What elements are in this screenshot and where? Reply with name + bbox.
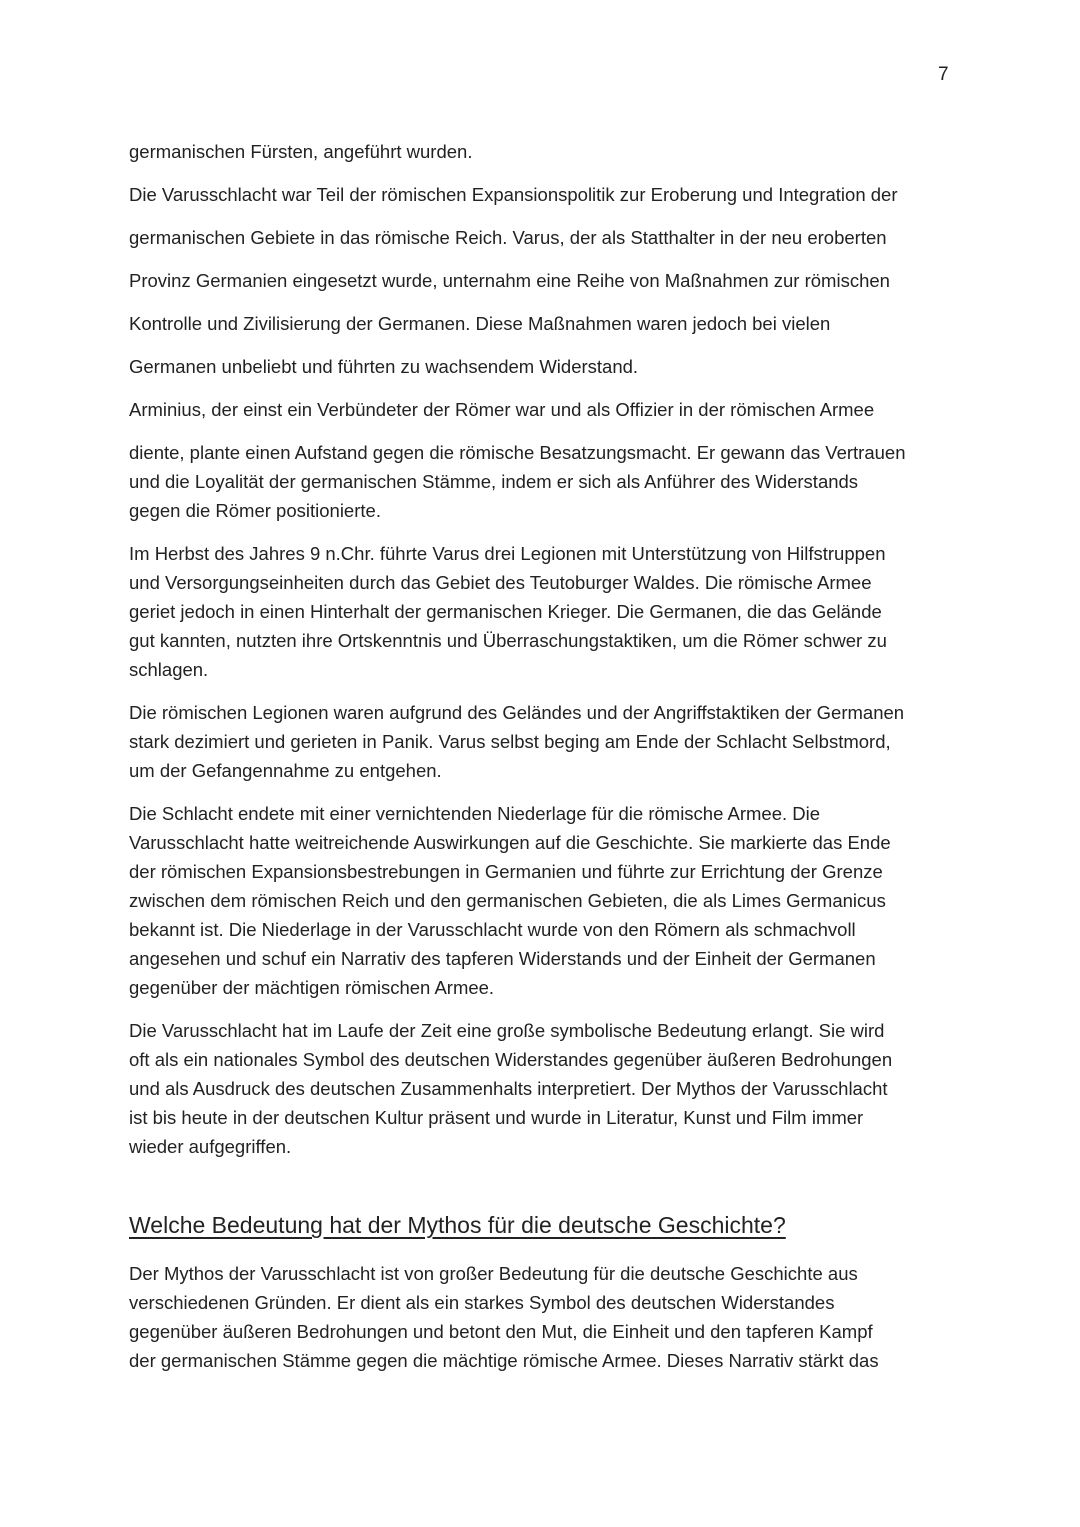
paragraph xyxy=(129,539,959,684)
text-line: geriet jedoch in einen Hinterhalt der germanischen Krieger. Die Germanen, die das Gelände xyxy=(129,601,882,622)
document-body xyxy=(129,130,959,1161)
text-line: der römischen Expansionsbestrebungen in Germanien und führte zur Errichtung der Grenze xyxy=(129,861,883,882)
text-line: Der Mythos der Varusschlacht ist von großer Bedeutung für die deutsche Geschichte aus xyxy=(129,1263,858,1284)
text-line: verschiedenen Gründen. Er dient als ein starkes Symbol des deutschen Widerstandes xyxy=(129,1292,835,1313)
text-line: wieder aufgegriffen. xyxy=(129,1136,292,1157)
paragraph xyxy=(129,1016,959,1161)
paragraph-continuation xyxy=(129,467,959,525)
paragraph xyxy=(129,698,959,785)
text-line: bekannt ist. Die Niederlage in der Varusschlacht wurde von den Römern als schmachvoll xyxy=(129,919,856,940)
text-line: gegenüber der mächtigen römischen Armee. xyxy=(129,977,495,998)
text-line: oft als ein nationales Symbol des deutschen Widerstandes gegenüber äußeren Bedrohungen xyxy=(129,1049,893,1070)
text-line: gut kannten, nutzten ihre Ortskenntnis und Überraschungstaktiken, um die Römer schwer zu xyxy=(129,630,887,651)
text-line: und die Loyalität der germanischen Stämme, indem er sich als Anführer des Widerstands xyxy=(129,471,859,492)
text-line: und Versorgungseinheiten durch das Gebiet des Teutoburger Waldes. Die römische Armee xyxy=(129,572,872,593)
text-line: Die Varusschlacht war Teil der römischen Expansionspolitik zur Eroberung und Integration der xyxy=(129,184,898,205)
section-heading: Welche Bedeutung hat der Mythos für die deutsche Geschichte? xyxy=(129,1212,786,1238)
text-line: und als Ausdruck des deutschen Zusammenhalts interpretiert. Der Mythos der Varusschlacht xyxy=(129,1078,888,1099)
text-line: zwischen dem römischen Reich und den germanischen Gebieten, die als Limes Germanicus xyxy=(129,890,886,911)
text-line: gegenüber äußeren Bedrohungen und betont den Mut, die Einheit und den tapferen Kampf xyxy=(129,1321,873,1342)
text-line: stark dezimiert und gerieten in Panik. Varus selbst beging am Ende der Schlacht Selbstmord, xyxy=(129,731,891,752)
text-line: Arminius, der einst ein Verbündeter der Römer war und als Offizier in der römischen Armee xyxy=(129,399,875,420)
text-line: schlagen. xyxy=(129,659,209,680)
text-line: Die römischen Legionen waren aufgrund des Geländes und der Angriffstaktiken der Germanen xyxy=(129,702,905,723)
text-line: germanischen Fürsten, angeführt wurden. xyxy=(129,141,473,162)
text-line: Kontrolle und Zivilisierung der Germanen. Diese Maßnahmen waren jedoch bei vielen xyxy=(129,313,831,334)
text-line: Die Schlacht endete mit einer vernichtenden Niederlage für die römische Armee. Die xyxy=(129,803,821,824)
text-line: germanischen Gebiete in das römische Reich. Varus, der als Statthalter in der neu eroberten xyxy=(129,227,887,248)
text-line: gegen die Römer positionierte. xyxy=(129,500,381,521)
text-line: um der Gefangennahme zu entgehen. xyxy=(129,760,442,781)
text-line: diente, plante einen Aufstand gegen die römische Besatzungsmacht. Er gewann das Vertrauen xyxy=(129,442,906,463)
text-line: der germanischen Stämme gegen die mächtige römische Armee. Dieses Narrativ stärkt das xyxy=(129,1350,879,1371)
text-line: Germanen unbeliebt und führten zu wachsendem Widerstand. xyxy=(129,356,639,377)
text-line: Die Varusschlacht hat im Laufe der Zeit eine große symbolische Bedeutung erlangt. Sie wird xyxy=(129,1020,885,1041)
text-line: Varusschlacht hatte weitreichende Auswirkungen auf die Geschichte. Sie markierte das Ende xyxy=(129,832,891,853)
text-line: angesehen und schuf ein Narrativ des tapferen Widerstands und der Einheit der Germanen xyxy=(129,948,876,969)
paragraph xyxy=(129,173,959,388)
paragraph xyxy=(129,1259,959,1375)
text-line: ist bis heute in der deutschen Kultur präsent und wurde in Literatur, Kunst und Film immer xyxy=(129,1107,864,1128)
section-body xyxy=(129,1259,959,1375)
paragraph xyxy=(129,130,959,173)
paragraph xyxy=(129,799,959,1002)
paragraph xyxy=(129,388,959,474)
text-line: Im Herbst des Jahres 9 n.Chr. führte Varus drei Legionen mit Unterstützung von Hilfstruppen xyxy=(129,543,886,564)
page-number: 7 xyxy=(938,64,949,85)
text-line: Provinz Germanien eingesetzt wurde, unternahm eine Reihe von Maßnahmen zur römischen xyxy=(129,270,890,291)
